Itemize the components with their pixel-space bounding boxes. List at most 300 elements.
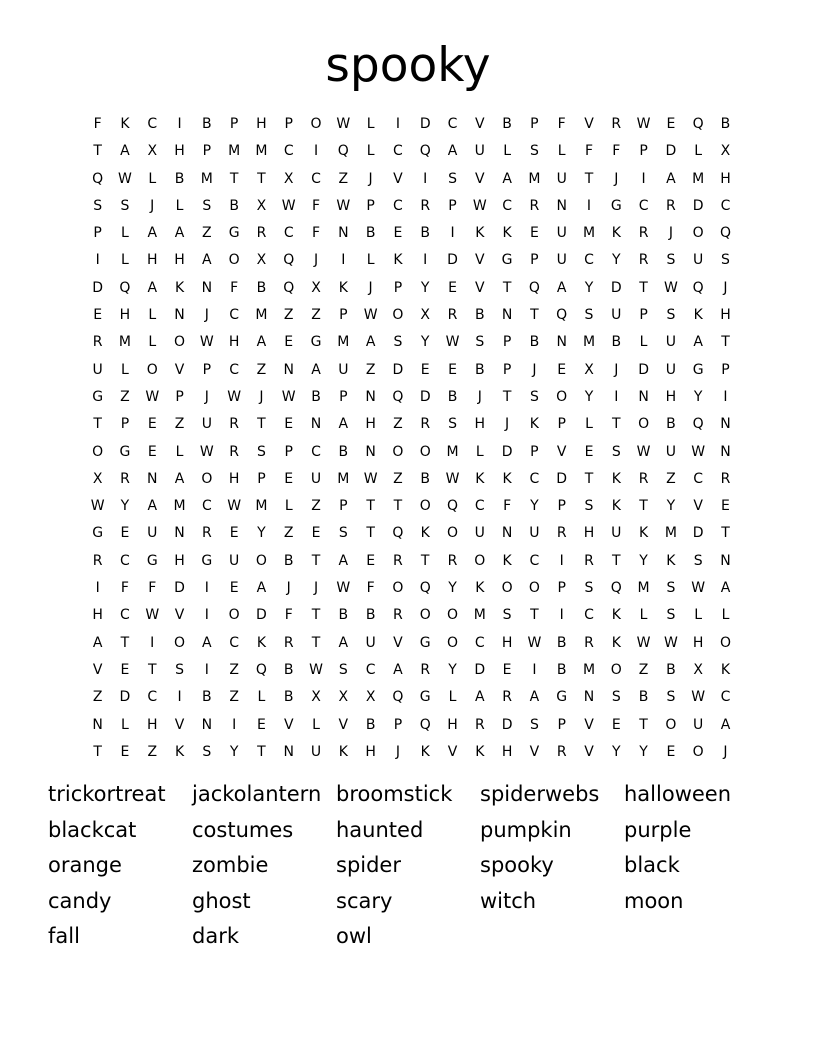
grid-letter: Y (420, 334, 430, 351)
grid-letter: T (393, 498, 403, 515)
grid-letter: A (338, 416, 349, 433)
grid-letter: S (611, 443, 621, 460)
grid-letter: C (283, 143, 294, 160)
grid-letter: T (502, 279, 512, 296)
grid-letter: Q (692, 416, 704, 433)
grid-row (84, 384, 739, 411)
grid-letter: A (92, 634, 103, 651)
grid-letter: I (559, 552, 564, 569)
grid-letter: O (146, 361, 158, 378)
grid-row (84, 575, 739, 602)
grid-letter: S (202, 743, 212, 760)
grid-letter: B (556, 661, 567, 678)
grid-letter: R (474, 716, 485, 733)
grid-letter: W (118, 170, 132, 187)
grid-row (84, 247, 739, 274)
grid-letter: J (259, 388, 264, 405)
grid-letter: R (666, 197, 676, 214)
grid-letter: Y (229, 743, 239, 760)
grid-letter: H (447, 716, 458, 733)
grid-letter: H (174, 552, 185, 569)
grid-letter: C (229, 361, 240, 378)
grid-letter: E (120, 525, 130, 542)
grid-letter: N (720, 416, 731, 433)
grid-letter: U (310, 470, 322, 487)
grid-letter: J (505, 416, 510, 433)
word-list-item: moon (624, 888, 684, 913)
grid-letter: F (230, 279, 239, 296)
grid-letter: P (502, 334, 512, 351)
grid-letter: Y (120, 498, 130, 515)
grid-letter: X (693, 661, 703, 678)
grid-letter: S (256, 443, 266, 460)
grid-letter: E (529, 225, 539, 242)
grid-letter: W (145, 607, 160, 624)
grid-letter: P (502, 361, 512, 378)
grid-letter: Y (666, 498, 676, 515)
grid-letter: Y (530, 498, 539, 515)
grid-row (84, 411, 739, 438)
grid-letter: L (639, 334, 648, 351)
grid-letter: O (419, 498, 431, 515)
word-list-item: scary (336, 888, 393, 913)
grid-letter: X (283, 170, 294, 187)
grid-letter: O (228, 607, 240, 624)
grid-letter: E (311, 525, 321, 542)
grid-letter: M (582, 334, 596, 351)
grid-letter: H (692, 634, 704, 651)
grid-letter: V (447, 743, 458, 760)
grid-letter: S (393, 334, 403, 351)
grid-letter: B (720, 116, 731, 132)
grid-letter: S (611, 689, 621, 706)
grid-letter: O (446, 525, 459, 542)
grid-letter: T (93, 743, 102, 760)
grid-letter: C (529, 552, 540, 569)
grid-letter: J (150, 197, 155, 214)
grid-letter: U (147, 525, 158, 542)
grid-row (84, 630, 739, 657)
grid-letter: E (584, 443, 594, 460)
word-list-item: spider (336, 853, 401, 877)
grid-letter: T (530, 607, 539, 624)
grid-letter: B (475, 307, 485, 324)
word-list-item: spiderwebs (480, 782, 600, 806)
grid-letter: E (666, 116, 676, 132)
grid-letter: Y (639, 743, 648, 760)
grid-letter: B (202, 116, 212, 132)
grid-letter: J (204, 307, 209, 324)
grid-letter: R (584, 634, 594, 651)
grid-letter: W (636, 116, 651, 132)
grid-letter: L (503, 143, 511, 160)
grid-letter: M (255, 143, 268, 160)
word-list-item: haunted (336, 817, 424, 842)
grid-letter: A (202, 634, 212, 651)
grid-letter: L (148, 334, 157, 351)
grid-row (84, 193, 739, 220)
grid-letter: F (148, 580, 157, 597)
grid-letter: W (199, 443, 214, 460)
word-list-item: spooky (480, 853, 554, 877)
grid-letter: V (338, 716, 349, 733)
grid-letter: V (693, 498, 703, 515)
grid-letter: G (419, 689, 431, 706)
grid-letter: E (448, 361, 457, 378)
grid-letter: M (528, 170, 541, 187)
grid-letter: Z (229, 661, 239, 678)
grid-letter: M (228, 143, 241, 160)
grid-letter: K (120, 116, 130, 132)
grid-letter: A (365, 334, 376, 351)
grid-letter: S (448, 416, 457, 433)
grid-letter: C (120, 607, 130, 624)
grid-letter: N (720, 443, 731, 460)
grid-letter: O (201, 470, 213, 487)
grid-letter: F (120, 580, 129, 597)
grid-letter: E (257, 716, 266, 733)
grid-row (84, 657, 739, 684)
grid-letter: X (311, 279, 321, 296)
grid-letter: V (174, 716, 185, 733)
word-list-item: pumpkin (480, 817, 572, 842)
grid-letter: P (393, 279, 403, 296)
grid-letter: T (257, 170, 266, 187)
grid-letter: L (312, 716, 320, 733)
grid-letter: N (283, 361, 294, 378)
grid-letter: B (638, 689, 649, 706)
grid-letter: G (92, 388, 104, 405)
grid-letter: A (502, 170, 512, 187)
grid-letter: K (475, 470, 485, 487)
grid-letter: B (420, 225, 431, 242)
grid-letter: M (118, 334, 131, 351)
grid-letter: O (392, 443, 404, 460)
grid-letter: M (582, 661, 596, 678)
grid-letter: K (338, 743, 348, 760)
grid-letter: V (393, 634, 403, 651)
grid-letter: O (610, 661, 622, 678)
grid-letter: X (147, 143, 158, 160)
grid-letter: Q (392, 388, 404, 405)
grid-letter: W (636, 634, 651, 651)
grid-letter: J (723, 279, 728, 296)
grid-letter: B (338, 607, 349, 624)
grid-letter: W (663, 634, 678, 651)
grid-row (84, 357, 739, 384)
grid-letter: L (366, 252, 375, 269)
grid-letter: C (147, 689, 158, 706)
grid-letter: N (201, 279, 213, 296)
grid-letter: H (119, 307, 131, 324)
grid-letter: D (501, 716, 513, 733)
grid-letter: N (556, 197, 567, 214)
grid-letter: R (420, 661, 431, 678)
grid-letter: B (447, 388, 458, 405)
grid-letter: I (95, 252, 100, 269)
word-list-item: broomstick (336, 782, 453, 806)
grid-letter: R (447, 307, 458, 324)
grid-letter: T (229, 170, 239, 187)
grid-letter: I (204, 661, 209, 678)
grid-letter: G (692, 361, 704, 378)
grid-letter: Y (584, 279, 594, 296)
grid-letter: J (313, 580, 319, 597)
grid-letter: K (529, 416, 539, 433)
grid-letter: P (557, 716, 566, 733)
grid-letter: D (665, 143, 677, 160)
grid-letter: A (693, 334, 703, 351)
grid-letter: O (692, 743, 704, 760)
grid-row (84, 602, 739, 629)
grid-letter: H (501, 634, 513, 651)
grid-letter: B (420, 470, 431, 487)
grid-letter: J (368, 279, 373, 296)
grid-letter: Q (283, 279, 295, 296)
grid-letter: K (475, 225, 485, 242)
grid-letter: Q (255, 661, 267, 678)
grid-letter: S (529, 388, 539, 405)
grid-letter: Z (311, 498, 321, 515)
grid-letter: O (474, 552, 486, 569)
grid-letter: I (232, 716, 237, 733)
grid-letter: I (559, 607, 564, 624)
grid-letter: L (121, 361, 129, 378)
word-list-item: witch (480, 888, 537, 913)
grid-letter: U (338, 361, 349, 378)
grid-letter: R (229, 416, 239, 433)
grid-letter: Z (283, 307, 294, 324)
grid-letter: A (720, 580, 731, 597)
grid-letter: H (665, 388, 677, 405)
grid-letter: E (666, 743, 676, 760)
grid-letter: B (556, 634, 567, 651)
grid-letter: U (693, 716, 704, 733)
grid-letter: U (229, 552, 240, 569)
grid-letter: R (229, 443, 239, 460)
grid-letter: R (638, 225, 649, 242)
grid-letter: N (201, 716, 213, 733)
word-list-item: black (624, 853, 680, 877)
word-list-item: blackcat (48, 817, 137, 842)
grid-letter: V (92, 661, 103, 678)
grid-letter: K (338, 279, 348, 296)
grid-letter: B (202, 689, 212, 706)
word-list-item: trickortreat (48, 782, 166, 806)
grid-letter: R (420, 197, 431, 214)
grid-letter: B (666, 661, 676, 678)
grid-letter: R (92, 334, 103, 351)
grid-letter: U (529, 525, 540, 542)
grid-row (84, 466, 739, 493)
grid-letter: W (145, 388, 160, 405)
grid-letter: I (95, 580, 100, 597)
grid-letter: L (366, 116, 375, 132)
grid-letter: M (173, 498, 186, 515)
grid-letter: I (177, 116, 182, 132)
grid-letter: C (147, 116, 158, 132)
grid-letter: O (92, 443, 104, 460)
grid-letter: O (719, 634, 731, 651)
grid-letter: W (336, 197, 351, 214)
grid-letter: C (502, 197, 512, 214)
grid-letter: Q (610, 580, 622, 597)
grid-letter: O (174, 334, 186, 351)
grid-letter: A (311, 361, 321, 378)
grid-letter: K (611, 498, 621, 515)
grid-letter: I (204, 580, 209, 597)
grid-row (84, 111, 739, 138)
grid-letter: E (284, 470, 294, 487)
grid-letter: M (692, 170, 705, 187)
grid-letter: P (530, 252, 539, 269)
grid-letter: U (201, 416, 212, 433)
grid-letter: O (419, 443, 431, 460)
grid-letter: O (419, 607, 431, 624)
grid-letter: D (119, 689, 131, 706)
grid-letter: E (147, 416, 157, 433)
grid-letter: L (366, 143, 375, 160)
grid-letter: S (448, 170, 457, 187)
grid-letter: W (281, 197, 296, 214)
grid-letter: T (639, 716, 648, 733)
grid-letter: M (664, 525, 677, 542)
grid-letter: V (475, 252, 485, 269)
grid-letter: K (502, 225, 512, 242)
grid-letter: H (146, 716, 158, 733)
grid-row (84, 493, 739, 520)
grid-letter: R (556, 743, 567, 760)
grid-letter: Q (692, 279, 704, 296)
grid-letter: Q (719, 225, 731, 242)
grid-letter: D (638, 361, 649, 378)
grid-letter: B (283, 661, 294, 678)
grid-letter: S (93, 197, 103, 214)
grid-letter: A (174, 225, 185, 242)
grid-letter: A (147, 279, 158, 296)
grid-letter: H (256, 116, 267, 132)
grid-letter: A (666, 170, 676, 187)
grid-letter: P (257, 470, 266, 487)
grid-letter: X (256, 197, 267, 214)
grid-letter: S (666, 307, 676, 324)
grid-letter: W (663, 279, 678, 296)
grid-letter: S (529, 143, 539, 160)
grid-letter: S (693, 552, 703, 569)
grid-letter: F (311, 225, 321, 242)
grid-letter: W (227, 498, 242, 515)
grid-letter: A (338, 552, 349, 569)
grid-letter: C (311, 170, 321, 187)
grid-letter: M (446, 443, 459, 460)
grid-letter: B (338, 443, 349, 460)
grid-letter: N (174, 307, 185, 324)
grid-letter: K (611, 634, 621, 651)
grid-letter: P (339, 388, 348, 405)
grid-letter: W (281, 388, 296, 405)
grid-letter: O (255, 552, 267, 569)
grid-letter: P (393, 716, 403, 733)
grid-letter: A (720, 716, 731, 733)
grid-letter: V (475, 279, 485, 296)
grid-row (84, 520, 739, 547)
grid-letter: J (668, 225, 673, 242)
grid-letter: I (723, 388, 728, 405)
grid-letter: Q (446, 498, 459, 515)
grid-letter: T (721, 334, 730, 351)
grid-letter: P (284, 443, 293, 460)
grid-letter: W (445, 470, 460, 487)
grid-letter: L (257, 689, 266, 706)
grid-letter: D (474, 661, 486, 678)
grid-row (84, 712, 739, 739)
grid-letter: T (311, 552, 321, 569)
grid-letter: B (611, 334, 622, 351)
grid-row (84, 439, 739, 466)
grid-letter: S (475, 334, 485, 351)
grid-letter: T (93, 416, 102, 433)
grid-letter: G (146, 552, 158, 569)
grid-letter: H (174, 143, 185, 160)
grid-letter: A (202, 252, 212, 269)
grid-letter: O (228, 252, 240, 269)
grid-letter: U (310, 743, 322, 760)
grid-letter: K (693, 307, 703, 324)
grid-letter: E (448, 279, 457, 296)
grid-letter: S (175, 661, 184, 678)
grid-letter: G (201, 552, 213, 569)
grid-letter: V (174, 607, 185, 624)
grid-letter: U (693, 252, 704, 269)
grid-letter: E (420, 361, 430, 378)
grid-letter: X (338, 689, 349, 706)
grid-letter: X (584, 361, 594, 378)
grid-letter: F (557, 116, 566, 132)
grid-letter: S (666, 689, 676, 706)
grid-letter: K (475, 580, 485, 597)
grid-letter: M (255, 498, 268, 515)
grid-letter: N (638, 388, 649, 405)
grid-letter: K (420, 743, 430, 760)
grid-letter: R (283, 634, 294, 651)
grid-letter: K (720, 661, 731, 678)
grid-letter: B (229, 197, 239, 214)
grid-letter: S (502, 607, 512, 624)
grid-letter: F (584, 143, 594, 160)
grid-letter: R (502, 689, 512, 706)
grid-letter: O (174, 634, 186, 651)
grid-letter: A (147, 498, 158, 515)
grid-letter: Y (257, 525, 266, 542)
grid-letter: D (174, 580, 185, 597)
grid-letter: V (475, 170, 485, 187)
grid-letter: J (204, 388, 209, 405)
grid-letter: B (311, 388, 321, 405)
grid-letter: I (641, 170, 646, 187)
letter-grid (84, 111, 739, 766)
grid-letter: A (529, 689, 540, 706)
grid-letter: Q (337, 143, 349, 160)
grid-letter: W (363, 470, 378, 487)
grid-letter: T (147, 661, 157, 678)
grid-letter: W (90, 498, 105, 515)
grid-letter: T (721, 525, 730, 542)
grid-letter: Y (612, 252, 621, 269)
grid-letter: F (612, 143, 621, 160)
grid-letter: O (446, 607, 459, 624)
grid-letter: D (419, 388, 431, 405)
grid-letter: L (175, 197, 184, 214)
